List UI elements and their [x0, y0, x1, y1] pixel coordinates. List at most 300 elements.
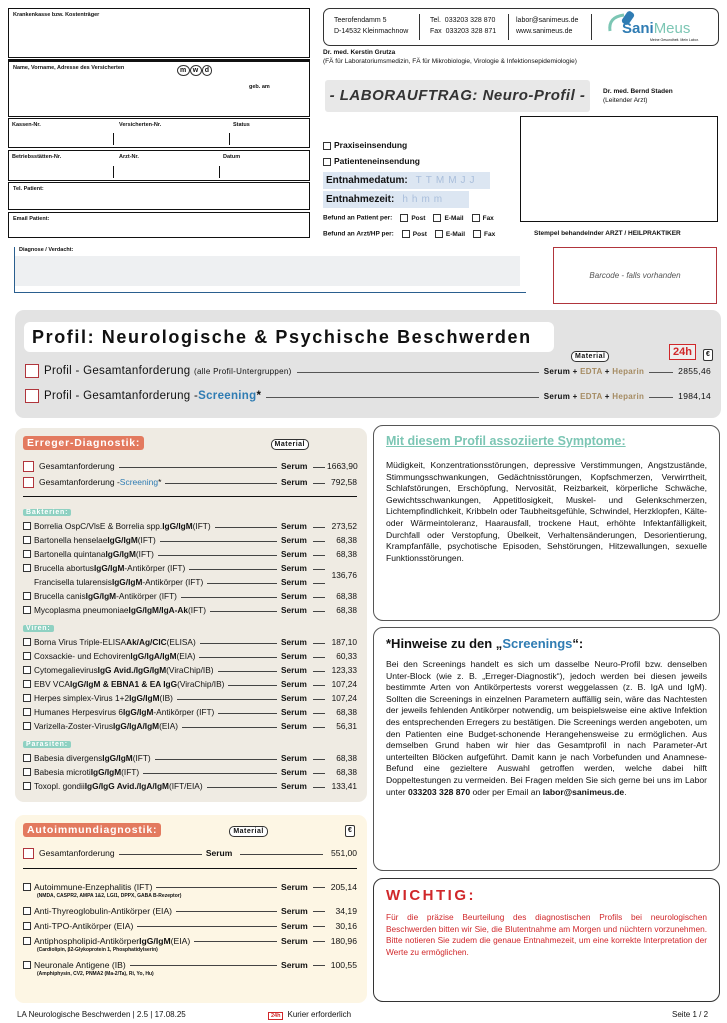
checkbox[interactable]	[323, 158, 331, 166]
test-row[interactable]	[23, 779, 357, 793]
price: 1984,14	[678, 391, 711, 401]
test-name: Antiphospholipid-Antikörper	[34, 935, 140, 946]
leader-line	[649, 372, 673, 373]
phone-link[interactable]: 033203 328 870	[407, 786, 471, 797]
kassen-row[interactable]	[8, 118, 310, 148]
entnahmedatum-field[interactable]	[323, 172, 490, 189]
heparin: Heparin	[612, 391, 645, 401]
test-name: Cytomegalievirus	[34, 665, 98, 675]
leader-line	[313, 671, 325, 672]
option-label: Praxiseinsendung	[334, 140, 408, 150]
test-row[interactable]	[23, 589, 357, 603]
option-label: Post	[412, 230, 427, 238]
test-antibody: IgG/IgM	[105, 549, 136, 559]
material: Serum	[281, 905, 308, 916]
asterisk: *	[158, 477, 162, 487]
test-antibody: IgG/IgM	[123, 707, 154, 717]
doctor-title: (FÄ für Laboratoriumsmedizin, FÄ für Mikrobiologie, Virologie & Infektionsepidemiologie)	[323, 58, 577, 65]
checkbox[interactable]	[23, 708, 31, 716]
checkbox[interactable]	[25, 389, 39, 403]
name-label: Name, Vorname, Adresse des Versicherten	[13, 65, 125, 71]
checkbox[interactable]	[23, 782, 31, 790]
material: Serum	[281, 577, 307, 587]
material: Serum	[281, 767, 307, 777]
row-label: Gesamtanforderung -	[39, 477, 120, 487]
gender-d[interactable]: d	[202, 65, 213, 76]
checkbox[interactable]	[23, 680, 31, 688]
price: 792,58	[331, 477, 357, 487]
email-option[interactable]	[433, 215, 463, 222]
arzt-nr-label: Arzt-Nr.	[119, 154, 139, 160]
leader-line	[177, 699, 277, 700]
leader-line	[207, 787, 277, 788]
test-method: (IFT/EIA)	[168, 781, 203, 791]
divider	[23, 868, 357, 869]
leader-line	[313, 597, 325, 598]
material	[544, 392, 644, 401]
diagnose-input[interactable]	[15, 256, 520, 286]
material: Serum	[281, 535, 307, 545]
tel[interactable]: 033203 328 870	[444, 17, 496, 24]
befund-arzt-row	[323, 230, 495, 238]
checkbox[interactable]	[23, 564, 31, 572]
kassen-nr-label: Kassen-Nr.	[12, 122, 41, 128]
hinweise-body: oder per Email an	[470, 786, 543, 797]
test-antibody: IgG/IgM	[102, 753, 133, 763]
divider	[419, 14, 420, 40]
leader-line	[130, 965, 277, 966]
price: 205,14	[330, 881, 357, 892]
logo-text-b: Meus	[653, 20, 691, 37]
test-method: (ViraChip/IB)	[177, 679, 225, 689]
email-patient-label: Email Patient:	[13, 216, 50, 222]
tel-patient-label: Tel. Patient:	[13, 186, 44, 192]
gender-options	[177, 65, 212, 76]
leader-line	[200, 643, 277, 644]
test-row[interactable]	[23, 663, 357, 677]
material: Serum	[281, 461, 308, 471]
price: 123,33	[331, 665, 357, 675]
screening-label: Screening	[198, 390, 257, 402]
option-label: E-Mail	[444, 214, 464, 222]
test-row[interactable]	[23, 903, 357, 918]
serum: Serum	[543, 391, 571, 401]
row-label: Profil - Gesamtanforderung -	[44, 390, 199, 402]
group-header	[23, 617, 357, 635]
material: Serum	[281, 693, 307, 703]
material-header: Material	[571, 351, 609, 362]
group-header	[23, 501, 357, 519]
leader-line	[313, 911, 325, 912]
leader-line	[313, 611, 325, 612]
checkbox[interactable]	[402, 230, 410, 238]
checkbox[interactable]	[23, 937, 31, 945]
checkbox[interactable]	[23, 592, 31, 600]
diagnose-label: Diagnose / Verdacht:	[19, 247, 74, 253]
checkbox[interactable]	[23, 883, 31, 891]
leader-line	[313, 643, 325, 644]
gender-w[interactable]: w	[190, 65, 202, 76]
leader-line	[313, 467, 325, 468]
leader-line	[313, 699, 325, 700]
price: 34,19	[335, 905, 357, 916]
test-antibody: Ak/Ag/CIC	[126, 637, 167, 647]
checkbox[interactable]	[23, 848, 34, 859]
leader-line	[176, 911, 277, 912]
test-row[interactable]	[23, 918, 357, 933]
plus: +	[570, 366, 581, 376]
plus: +	[602, 366, 613, 376]
test-name: Mycoplasma pneumoniae	[34, 605, 129, 615]
checkbox[interactable]	[23, 922, 31, 930]
leader-line	[218, 713, 277, 714]
test-row[interactable]	[23, 561, 357, 580]
email-link[interactable]: labor@sanimeus.de	[542, 786, 625, 797]
doctor-name: Dr. med. Kerstin Grutza	[323, 49, 396, 56]
befund-label: Befund an Patient per:	[323, 214, 393, 222]
checkbox[interactable]	[23, 754, 31, 762]
title-part: “:	[572, 636, 584, 651]
order-title-banner: - LABORAUFTRAG: Neuro-Profil -	[325, 80, 590, 112]
test-method: -Antikörper (IFT)	[124, 563, 186, 573]
doctor-title: (Leitender Arzt)	[603, 97, 648, 104]
test-row[interactable]	[23, 691, 357, 705]
test-name: Herpes simplex-Virus 1+2	[34, 693, 130, 703]
test-row[interactable]	[23, 751, 357, 765]
test-row[interactable]	[23, 575, 357, 589]
test-name: Bartonella quintana	[34, 549, 106, 559]
material: Serum	[281, 477, 308, 487]
street: Teerofendamm 5	[334, 17, 387, 24]
symptoms-title: Mit diesem Profil assoziierte Symptome:	[386, 434, 626, 448]
option-label: Post	[411, 214, 426, 222]
test-antibody: IgG/IgM	[107, 535, 138, 545]
fax-option[interactable]	[472, 215, 494, 222]
test-row[interactable]	[23, 765, 357, 779]
divider	[229, 133, 230, 145]
test-name: Borrelia OspC/VlsE & Borrelia spp.	[34, 521, 163, 531]
test-row[interactable]	[23, 879, 357, 894]
price: 56,31	[336, 721, 357, 731]
price: 1663,90	[327, 461, 358, 471]
divider	[23, 496, 357, 497]
leader-line	[266, 397, 538, 398]
praxiseinsendung-option[interactable]	[323, 140, 407, 150]
symptoms-text: Müdigkeit, Konzentrationsstörungen, depressive Verstimmungen, Angstzustände, Stimmungsschwankungen, Gedächtnisstörungen, Kopfschmerzen, Verwirrtheit, Schlafstörungen, Erschöpfung, Nervosität, Reizbarkeit, körperliche Schwäche, Gewichtsschwankungen, Appetitlosigkeit, Muskel- und Gelenkschmerzen, Lichtempfindlichkeit, Kribbeln oder Taubheitsgefühle, Schwindel, Herzklopfen, Kälte- oder Wärmeintoleranz, Haarausfall, trockene Haut, erhöhte Infektanfälligkeit, Durchfall oder Verstopfung, Übelkeit, Verhaltensänderungen, Desorientierung, Krampfanfälle, psychotische Episoden, Sehstörungen, Hitzewallungen, sexuelle Funktionsstörungen.	[386, 460, 707, 563]
entnahmedatum-label: Entnahmedatum:	[326, 175, 408, 186]
status-label: Status	[233, 122, 250, 128]
tel-label: Tel.	[430, 17, 441, 24]
city: D-14532 Kleinmachnow	[334, 28, 409, 35]
doctor-name: Dr. med. Bernd Staden	[603, 88, 673, 95]
fax-label: Fax	[430, 28, 442, 35]
material: Serum	[281, 707, 307, 717]
betrieb-row[interactable]	[8, 150, 310, 181]
checkbox[interactable]	[473, 230, 481, 238]
checkbox[interactable]	[323, 142, 331, 150]
hinweise-text	[386, 659, 707, 798]
autoimmun-gesamt-row[interactable]	[23, 845, 357, 861]
material-header: Material	[229, 826, 267, 837]
test-antibody: IgG/IgM	[90, 767, 122, 777]
test-name: Varizella-Zoster-Virus	[34, 721, 113, 731]
price: 68,38	[336, 535, 357, 545]
leader-line	[215, 527, 277, 528]
entnahmezeit-field[interactable]	[323, 191, 469, 208]
leader-line	[313, 541, 325, 542]
erreger-gesamt-row[interactable]	[23, 458, 357, 474]
befund-patient-row	[323, 214, 494, 222]
leader-line	[228, 685, 277, 686]
option-label: Fax	[484, 230, 496, 238]
entnahmezeit-label: Entnahmezeit:	[326, 194, 395, 205]
leader-line	[297, 372, 539, 373]
asterisk: *	[256, 390, 262, 402]
test-antibody: IgG/IgG Avid./IgA/IgM	[84, 781, 169, 791]
checkbox[interactable]	[23, 550, 31, 558]
erreger-groups	[23, 501, 357, 793]
hinweise-box	[373, 627, 720, 871]
test-name: Humanes Herpesvirus 6	[34, 707, 123, 717]
stamp-box[interactable]	[520, 116, 718, 222]
checkbox[interactable]	[472, 214, 480, 222]
material: Serum	[281, 637, 307, 647]
test-name: Toxopl. gondii	[34, 781, 85, 791]
plus: +	[602, 391, 613, 401]
wichtig-text: Für die präzise Beurteilung des diagnostischen Profils bei neurologischen Beschwerden bitten wir Sie, die Blutentnahme am Morgen und nüchtern vorzunehmen. Bitte notieren Sie zudem die genaue Entnahmezeit, um eine korrekte Interpretation der Werte zu ermöglichen.	[386, 912, 707, 957]
option-label: Fax	[482, 214, 494, 222]
euro-icon: €	[703, 349, 713, 361]
test-method: (ELISA)	[166, 637, 196, 647]
leader-line	[160, 541, 277, 542]
checkbox[interactable]	[435, 230, 443, 238]
group-title: Parasiten:	[23, 741, 71, 748]
krankenkasse-label: Krankenkasse bzw. Kostenträger	[13, 12, 100, 18]
leader-line	[313, 569, 325, 570]
hinweise-title	[386, 636, 707, 651]
checkbox[interactable]	[23, 722, 31, 730]
leader-line	[143, 773, 277, 774]
test-row[interactable]	[23, 705, 357, 719]
lab-header	[323, 8, 719, 46]
price: 107,24	[331, 693, 357, 703]
leader-line	[210, 611, 277, 612]
tel-patient-field[interactable]	[8, 182, 310, 210]
post-option[interactable]	[400, 215, 425, 222]
test-antibody: IgG/IgM	[162, 521, 193, 531]
test-row[interactable]	[23, 519, 357, 533]
test-name: Babesia divergens	[34, 753, 103, 763]
leader-line	[313, 527, 325, 528]
price: 136,76	[331, 570, 357, 580]
price: 68,38	[336, 549, 357, 559]
test-method: (EIA)	[170, 935, 191, 946]
email-patient-field[interactable]	[8, 212, 310, 238]
leader-line	[181, 597, 277, 598]
checkbox[interactable]	[23, 907, 31, 915]
material: Serum	[281, 753, 307, 763]
option-label: Patienteneinsendung	[334, 156, 420, 166]
group-title: Viren:	[23, 625, 54, 632]
option-label: E-Mail	[445, 230, 466, 238]
test-antibody: IgG/IgA/IgM	[130, 651, 177, 661]
group-header	[23, 733, 357, 751]
euro-icon: €	[345, 825, 355, 837]
test-method: (IFT)	[121, 767, 140, 777]
checkbox[interactable]	[433, 214, 441, 222]
diagnose-field[interactable]	[14, 247, 526, 293]
fax-option[interactable]	[473, 231, 495, 238]
zeit-placeholder: hhmm	[402, 194, 447, 205]
test-row[interactable]	[23, 649, 357, 663]
title-screenings: Screenings	[502, 636, 573, 651]
leader-line	[313, 713, 325, 714]
leader-line	[189, 569, 277, 570]
title-part: *Hinweise zu den „	[386, 636, 503, 651]
checkbox[interactable]	[400, 214, 408, 222]
autoimmun-section	[15, 815, 367, 1003]
betriebsstaetten-label: Betriebsstätten-Nr.	[12, 154, 62, 160]
profile-gesamt-row[interactable]	[25, 364, 711, 378]
checkbox[interactable]	[23, 652, 31, 660]
test-name: Anti-TPO-Antikörper (EIA)	[34, 920, 134, 931]
patienteneinsendung-option[interactable]	[323, 156, 420, 166]
test-method: (EIA)	[159, 721, 178, 731]
test-row[interactable]	[23, 533, 357, 547]
leader-line	[199, 657, 277, 658]
test-row[interactable]	[23, 547, 357, 561]
leader-line	[156, 887, 277, 888]
divider	[113, 133, 114, 145]
material: Serum	[281, 935, 308, 946]
test-row[interactable]	[23, 719, 357, 733]
name-field[interactable]	[8, 59, 310, 117]
leader-line	[119, 467, 277, 468]
post-option[interactable]	[402, 231, 427, 238]
price: 273,52	[331, 521, 357, 531]
test-row[interactable]	[23, 933, 357, 948]
test-name: EBV VCA	[34, 679, 70, 689]
checkbox[interactable]	[23, 461, 34, 472]
material: Serum	[281, 549, 307, 559]
heparin: Heparin	[612, 366, 645, 376]
test-name: Brucella canis	[34, 591, 86, 601]
checkbox[interactable]	[25, 364, 39, 378]
badge-24h: 24h	[669, 344, 696, 360]
test-row[interactable]	[23, 635, 357, 649]
test-method: (ViraChip/IB)	[166, 665, 214, 675]
checkbox[interactable]	[23, 477, 34, 488]
price: 60,33	[336, 651, 357, 661]
checkbox[interactable]	[23, 536, 31, 544]
test-row[interactable]	[23, 603, 357, 617]
test-method: -Antikörper (IFT)	[116, 591, 177, 601]
fax: 033203 328 871	[445, 28, 497, 35]
test-row[interactable]	[23, 957, 357, 972]
price: 107,24	[331, 679, 357, 689]
test-antibody: IgG/IgM	[93, 563, 125, 573]
test-subtitle: (Amphiphysin, CV2, PNMA2 (Ma-2/Ta), Ri, Yo, Hu)	[37, 971, 154, 977]
leader-line	[119, 854, 202, 855]
price: 133,41	[331, 781, 357, 791]
versicherten-nr-label: Versicherten-Nr.	[119, 122, 162, 128]
group-title: Bakterien:	[23, 509, 71, 516]
row-label: Gesamtanforderung	[39, 461, 115, 471]
material: Serum	[281, 665, 307, 675]
test-row[interactable]	[23, 677, 357, 691]
test-method: -Antikörper (IFT)	[142, 577, 204, 587]
symptoms-box	[373, 425, 720, 621]
test-antibody: IgG/IgM	[111, 577, 143, 587]
footer-doc-info: LA Neurologische Beschwerden | 2.5 | 17.08.25	[17, 1010, 186, 1019]
test-method: (IFT)	[137, 535, 156, 545]
test-method: (EIA)	[176, 651, 196, 661]
test-antibody: IgG/IgM/IgA-Ak	[128, 605, 189, 615]
erreger-title: Erreger-Diagnostik:	[23, 436, 144, 450]
checkbox[interactable]	[23, 666, 31, 674]
erreger-screening-row[interactable]	[23, 474, 357, 490]
test-antibody: IgG/IgM	[129, 693, 160, 703]
krankenkasse-field[interactable]	[8, 8, 310, 58]
footer-courier	[268, 1010, 351, 1019]
badge-24h: 24h	[268, 1012, 283, 1020]
befund-label: Befund an Arzt/HP per:	[323, 230, 394, 238]
checkbox[interactable]	[23, 522, 31, 530]
material: Serum	[281, 651, 307, 661]
autoimmun-items	[23, 879, 357, 977]
leader-line	[155, 759, 277, 760]
checkbox[interactable]	[23, 638, 31, 646]
leader-line	[313, 727, 325, 728]
profile-screening-row[interactable]	[25, 389, 711, 403]
serum: Serum	[543, 366, 571, 376]
price: 68,38	[336, 707, 357, 717]
price: 551,00	[331, 848, 358, 858]
material: Serum	[281, 563, 307, 573]
leader-line	[313, 759, 325, 760]
footer-page: Seite 1 / 2	[672, 1010, 709, 1019]
material: Serum	[281, 881, 308, 892]
leader-line	[313, 483, 325, 484]
test-method: (IB)	[159, 693, 173, 703]
divider	[508, 14, 509, 40]
price: 68,38	[336, 591, 357, 601]
checkbox[interactable]	[23, 694, 31, 702]
leader-line	[207, 583, 277, 584]
screening-label: Screening	[119, 477, 159, 487]
web-link[interactable]: www.sanimeus.de	[516, 28, 573, 35]
checkbox[interactable]	[23, 961, 31, 969]
test-name: Francisella tularensis	[34, 577, 112, 587]
hinweise-body: Bei den Screenings handelt es sich um dasselbe Neuro-Profil bzw. denselben Unter-Block (wie z. B. „Erreger-Diagnostik“), jedoch werden bei diesen jeweils bestimmte Arten von Antikörpertests vorerst weggelassen (z. B. IgA und IgM). Sollten die Screenings in einzelnen Parametern auffällig sein, wäre das Nachtesten der jeweils fehlenden Antikörper notwendig, um beispielsweise eine aktive Infektion des entsprechenden Erregers zu bestätigen. Die Screenings werden angeboten, um den Patienten eine Budget-schonende Herangehensweise zu ermöglichen. Aus demselben Grund haben wir hier das Gesamtprofil in nach Parameter-Art unterteilten Blöcken aufgeführt. Damit kann je nach Vorbefunden und Anamnese-Befund eine gezieltere Auswahl getroffen werden, welche dabei hilft Doppeltestungen zu vermeiden. Bei Fragen melden Sie sich gerne bei uns im Labor unter	[386, 659, 707, 797]
test-name: Babesia microti	[34, 767, 91, 777]
checkbox[interactable]	[23, 606, 31, 614]
email-option[interactable]	[435, 231, 465, 238]
leader-line	[313, 773, 325, 774]
doctor-staden	[603, 87, 673, 105]
barcode-box[interactable]: Barcode - falls vorhanden	[553, 247, 717, 304]
email-link[interactable]: labor@sanimeus.de	[516, 17, 579, 24]
material: Serum	[281, 721, 307, 731]
test-name: Coxsackie- und Echoviren	[34, 651, 131, 661]
leader-line	[313, 555, 325, 556]
datum-placeholder: TTMMJJ	[415, 175, 479, 186]
gender-m[interactable]: m	[177, 65, 190, 76]
leader-line	[218, 671, 277, 672]
checkbox[interactable]	[23, 768, 31, 776]
leader-line	[313, 887, 325, 888]
divider	[591, 14, 592, 40]
